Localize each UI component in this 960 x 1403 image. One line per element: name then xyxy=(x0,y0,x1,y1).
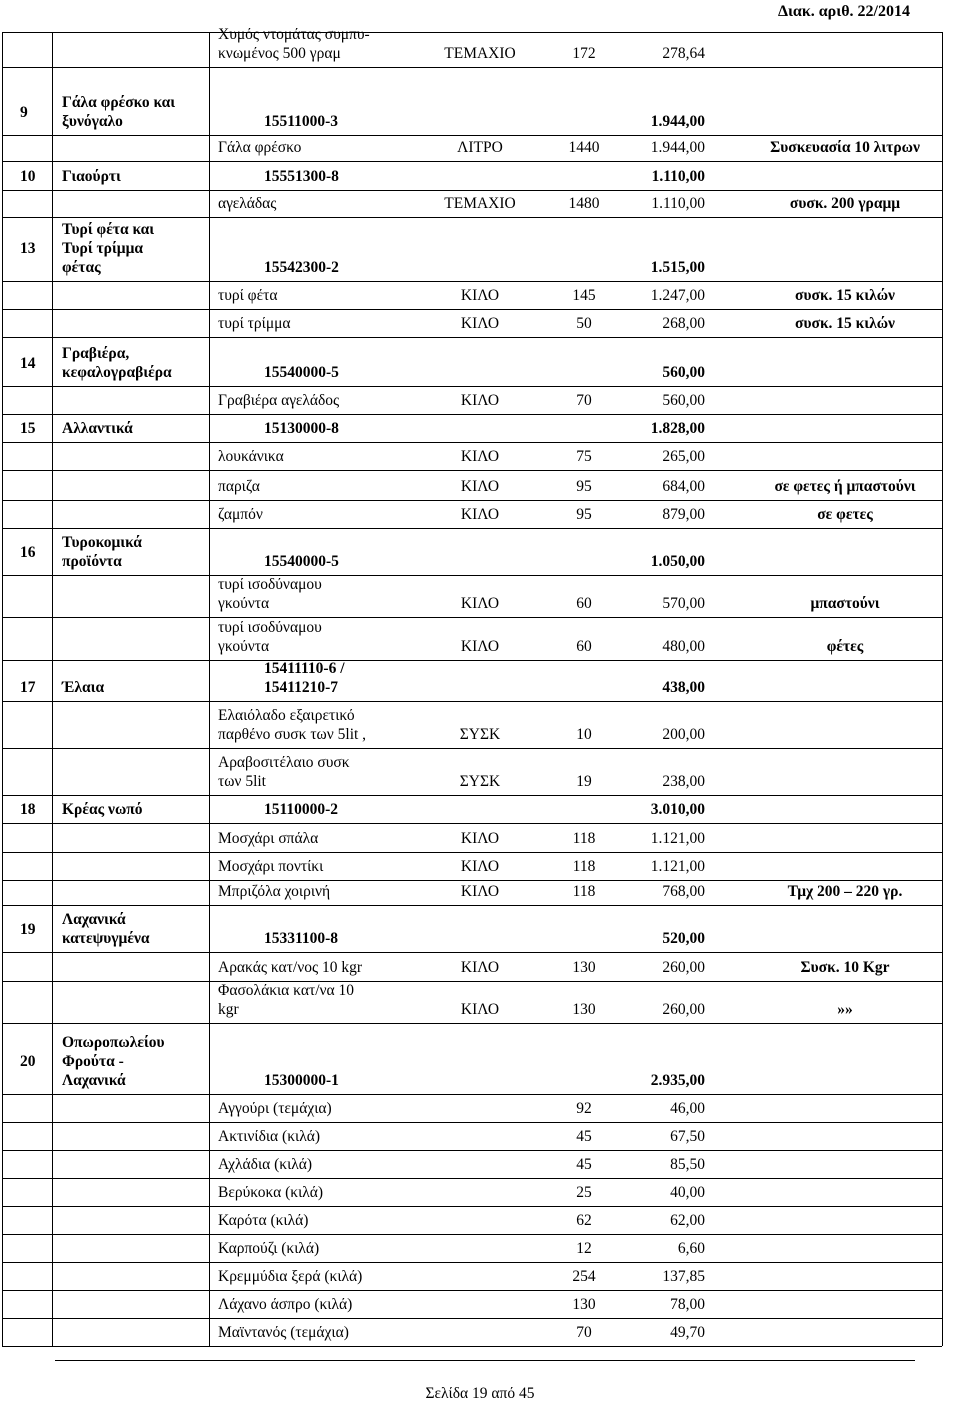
item-unit: ΚΙΛΟ xyxy=(460,315,500,332)
row-divider xyxy=(2,190,942,191)
item-quantity: 92 xyxy=(576,1100,592,1117)
category-number: 14 xyxy=(20,355,36,372)
item-unit: ΣΥΣΚ xyxy=(459,726,501,743)
item-unit: ΛΙΤΡΟ xyxy=(457,139,503,156)
row-divider xyxy=(2,617,942,618)
category-name: Γιαούρτι xyxy=(62,168,121,185)
item-price: 278,64 xyxy=(662,45,705,62)
item-quantity: 50 xyxy=(576,315,592,332)
cpv-code: 15331100-8 xyxy=(264,930,339,947)
item-price: 200,00 xyxy=(662,726,705,743)
row-divider xyxy=(2,701,942,702)
item-unit: ΚΙΛΟ xyxy=(460,448,500,465)
item-price: 1.944,00 xyxy=(650,139,705,156)
item-note: σε φετες xyxy=(817,506,873,523)
category-number: 16 xyxy=(20,544,36,561)
row-divider xyxy=(2,952,942,953)
item-description: Αρακάς κατ/νος 10 kgr xyxy=(218,959,362,976)
item-unit: ΚΙΛΟ xyxy=(460,959,500,976)
item-description-line-2: παρθένο συσκ των 5lit , xyxy=(218,726,367,743)
item-quantity: 45 xyxy=(576,1128,592,1145)
item-description-line-2: γκούντα xyxy=(218,638,270,655)
item-description: Λάχανο άσπρο (κιλά) xyxy=(218,1296,353,1313)
item-price: 1.121,00 xyxy=(650,858,705,875)
item-quantity: 130 xyxy=(572,959,596,976)
item-unit: ΚΙΛΟ xyxy=(460,392,500,409)
item-note: Τμχ 200 – 220 γρ. xyxy=(787,883,903,900)
item-quantity: 1440 xyxy=(568,139,600,156)
item-description-line-2: γκούντα xyxy=(218,595,270,612)
item-description: Καρπούζι (κιλά) xyxy=(218,1240,320,1257)
category-name: Γραβιέρα, xyxy=(62,345,130,362)
row-divider xyxy=(2,1094,942,1095)
item-description: Γραβιέρα αγελάδος xyxy=(218,392,340,409)
category-name-line-2: κατεψυγμένα xyxy=(62,930,150,947)
category-name-line-2: Τυρί τρίμμα xyxy=(62,240,144,257)
table-bottom-border xyxy=(2,1346,942,1347)
row-divider xyxy=(2,823,942,824)
item-note: συσκ. 15 κιλών xyxy=(795,315,895,332)
item-price: 67,50 xyxy=(670,1128,705,1145)
row-divider xyxy=(2,442,942,443)
cpv-code: 15130000-8 xyxy=(264,420,339,437)
cpv-code: 15411110-6 / xyxy=(264,660,345,677)
item-description: τυρί ισοδύναμου xyxy=(218,576,322,593)
category-number: 18 xyxy=(20,801,36,818)
category-number: 9 xyxy=(20,104,28,121)
item-price: 260,00 xyxy=(662,1001,705,1018)
item-unit: ΚΙΛΟ xyxy=(460,478,500,495)
item-quantity: 45 xyxy=(576,1156,592,1173)
item-description: Μοσχάρι ποντίκι xyxy=(218,858,324,875)
item-quantity: 10 xyxy=(576,726,592,743)
row-divider xyxy=(2,386,942,387)
item-description: Μοσχάρι σπάλα xyxy=(218,830,319,847)
cpv-code: 15551300-8 xyxy=(264,168,339,185)
item-description: τυρί ισοδύναμου xyxy=(218,619,322,636)
row-divider xyxy=(2,880,942,881)
category-total: 1.050,00 xyxy=(650,553,705,570)
row-divider xyxy=(2,852,942,853)
item-price: 78,00 xyxy=(670,1296,705,1313)
row-divider xyxy=(2,528,942,529)
cpv-code: 15110000-2 xyxy=(264,801,339,818)
item-note: Συσκ. 10 Kgr xyxy=(800,959,890,976)
item-price: 560,00 xyxy=(662,392,705,409)
category-name: Αλλαντικά xyxy=(62,420,133,437)
item-quantity: 25 xyxy=(576,1184,592,1201)
row-divider xyxy=(2,748,942,749)
item-quantity: 75 xyxy=(576,448,592,465)
item-price: 879,00 xyxy=(662,506,705,523)
page-number: Σελίδα 19 από 45 xyxy=(425,1385,535,1402)
category-number: 17 xyxy=(20,679,36,696)
item-description: παριζα xyxy=(218,478,260,495)
item-description-line-2: κνωμένος 500 γραμ xyxy=(218,45,341,62)
item-quantity: 62 xyxy=(576,1212,592,1229)
category-name-line-2: ξυνόγαλο xyxy=(62,113,123,130)
cpv-code: 15542300-2 xyxy=(264,259,339,276)
item-price: 6,60 xyxy=(677,1240,705,1257)
item-note: σε φετες ή μπαστούνι xyxy=(774,478,916,495)
item-quantity: 118 xyxy=(572,883,596,900)
row-divider xyxy=(2,470,942,471)
item-quantity: 118 xyxy=(572,858,596,875)
category-total: 1.515,00 xyxy=(650,259,705,276)
item-price: 238,00 xyxy=(662,773,705,790)
item-note: συσκ. 15 κιλών xyxy=(795,287,895,304)
category-column-divider xyxy=(209,32,210,1346)
item-note: μπαστούνι xyxy=(810,595,880,612)
item-price: 268,00 xyxy=(662,315,705,332)
item-note: φέτες xyxy=(826,638,864,655)
row-divider xyxy=(2,981,942,982)
cpv-code: 15540000-5 xyxy=(264,364,339,381)
item-description: Αραβοσιτέλαιο συσκ xyxy=(218,754,350,771)
item-quantity: 172 xyxy=(572,45,596,62)
row-divider xyxy=(2,1122,942,1123)
category-total: 2.935,00 xyxy=(650,1072,705,1089)
item-description: Μαϊντανός (τεμάχια) xyxy=(218,1324,349,1341)
category-name-line-2: Φρούτα - xyxy=(62,1053,124,1070)
category-number: 20 xyxy=(20,1053,36,1070)
item-description: Χυμός ντομάτας συμπυ- xyxy=(218,26,370,43)
category-number: 10 xyxy=(20,168,36,185)
item-quantity: 12 xyxy=(576,1240,592,1257)
category-total: 3.010,00 xyxy=(650,801,705,818)
number-column-divider xyxy=(52,32,53,1346)
category-name-line-3: Λαχανικά xyxy=(62,1072,126,1089)
item-unit: ΚΙΛΟ xyxy=(460,287,500,304)
category-total: 1.944,00 xyxy=(650,113,705,130)
category-total: 1.828,00 xyxy=(650,420,705,437)
item-price: 62,00 xyxy=(670,1212,705,1229)
item-price: 260,00 xyxy=(662,959,705,976)
table-left-border xyxy=(2,32,3,1346)
row-divider xyxy=(2,281,942,282)
item-unit: ΚΙΛΟ xyxy=(460,883,500,900)
row-divider xyxy=(2,1206,942,1207)
item-price: 684,00 xyxy=(662,478,705,495)
item-description: τυρί φέτα xyxy=(218,287,278,304)
category-name-line-2: προϊόντα xyxy=(62,553,122,570)
item-unit: ΚΙΛΟ xyxy=(460,1001,500,1018)
category-number: 15 xyxy=(20,420,36,437)
item-description: Ακτινίδια (κιλά) xyxy=(218,1128,320,1145)
item-quantity: 145 xyxy=(572,287,596,304)
item-price: 480,00 xyxy=(662,638,705,655)
row-divider xyxy=(2,309,942,310)
cpv-code-line-2: 15411210-7 xyxy=(264,679,339,696)
item-description: αγελάδας xyxy=(218,195,277,212)
category-number: 19 xyxy=(20,921,36,938)
item-description: Μπριζόλα χοιρινή xyxy=(218,883,331,900)
item-price: 768,00 xyxy=(662,883,705,900)
row-divider xyxy=(2,67,942,68)
item-note: »» xyxy=(837,1001,853,1018)
item-price: 265,00 xyxy=(662,448,705,465)
item-quantity: 130 xyxy=(572,1296,596,1313)
item-description: Κρεμμύδια ξερά (κιλά) xyxy=(218,1268,363,1285)
item-quantity: 130 xyxy=(572,1001,596,1018)
document-reference: Διακ. αριθ. 22/2014 xyxy=(777,3,910,20)
item-price: 1.247,00 xyxy=(650,287,705,304)
item-unit: ΚΙΛΟ xyxy=(460,506,500,523)
row-divider xyxy=(2,414,942,415)
category-name: Κρέας νωπό xyxy=(62,801,143,818)
category-name: Έλαια xyxy=(62,679,105,696)
category-total: 1.110,00 xyxy=(651,168,705,185)
item-quantity: 60 xyxy=(576,595,592,612)
category-name: Γάλα φρέσκο και xyxy=(62,94,176,111)
row-divider xyxy=(2,575,942,576)
item-quantity: 95 xyxy=(576,506,592,523)
row-divider xyxy=(2,135,942,136)
item-quantity: 118 xyxy=(572,830,596,847)
cpv-code: 15540000-5 xyxy=(264,553,339,570)
category-total: 560,00 xyxy=(662,364,705,381)
item-unit: ΣΥΣΚ xyxy=(459,773,501,790)
item-unit: ΤΕΜΑΧΙΟ xyxy=(444,45,516,62)
category-name: Οπωροπωλείου xyxy=(62,1034,165,1051)
item-unit: ΚΙΛΟ xyxy=(460,830,500,847)
item-price: 1.121,00 xyxy=(650,830,705,847)
item-quantity: 254 xyxy=(572,1268,596,1285)
category-total: 520,00 xyxy=(662,930,705,947)
row-divider xyxy=(2,660,942,661)
row-divider xyxy=(2,1023,942,1024)
category-name-line-3: φέτας xyxy=(62,259,101,276)
row-divider xyxy=(2,1318,942,1319)
item-unit: ΚΙΛΟ xyxy=(460,858,500,875)
item-unit: ΤΕΜΑΧΙΟ xyxy=(444,195,516,212)
item-description: Αχλάδια (κιλά) xyxy=(218,1156,313,1173)
item-description: λουκάνικα xyxy=(218,448,284,465)
item-price: 570,00 xyxy=(662,595,705,612)
row-divider xyxy=(2,217,942,218)
item-quantity: 70 xyxy=(576,392,592,409)
item-quantity: 70 xyxy=(576,1324,592,1341)
item-note: Συσκευασία 10 λιτρων xyxy=(770,139,920,156)
cpv-code: 15511000-3 xyxy=(264,113,339,130)
item-note: συσκ. 200 γραμμ xyxy=(789,195,901,212)
item-unit: ΚΙΛΟ xyxy=(460,595,500,612)
row-divider xyxy=(2,1262,942,1263)
cpv-code: 15300000-1 xyxy=(264,1072,339,1089)
item-description: Αγγούρι (τεμάχια) xyxy=(218,1100,332,1117)
item-quantity: 60 xyxy=(576,638,592,655)
row-divider xyxy=(2,905,942,906)
item-description-line-2: των 5lit xyxy=(218,773,266,790)
row-divider xyxy=(2,795,942,796)
category-name: Τυροκομικά xyxy=(62,534,142,551)
row-divider xyxy=(2,1234,942,1235)
item-description: ζαμπόν xyxy=(218,506,263,523)
item-quantity: 19 xyxy=(576,773,592,790)
item-price: 46,00 xyxy=(670,1100,705,1117)
category-name: Τυρί φέτα και xyxy=(62,221,155,238)
item-price: 1.110,00 xyxy=(651,195,705,212)
item-description: τυρί τρίμμα xyxy=(218,315,291,332)
item-description: Γάλα φρέσκο xyxy=(218,139,302,156)
row-divider xyxy=(2,1290,942,1291)
row-divider xyxy=(2,1150,942,1151)
category-total: 438,00 xyxy=(662,679,705,696)
item-quantity: 1480 xyxy=(568,195,600,212)
item-price: 137,85 xyxy=(662,1268,705,1285)
row-divider xyxy=(2,337,942,338)
category-name-line-2: κεφαλογραβιέρα xyxy=(62,364,172,381)
row-divider xyxy=(2,1178,942,1179)
item-unit: ΚΙΛΟ xyxy=(460,638,500,655)
category-number: 13 xyxy=(20,240,36,257)
item-description: Βερύκοκα (κιλά) xyxy=(218,1184,324,1201)
item-quantity: 95 xyxy=(576,478,592,495)
item-description: Ελαιόλαδο εξαιρετικό xyxy=(218,707,355,724)
table-right-border xyxy=(942,32,943,1346)
item-description: Φασολάκια κατ/να 10 xyxy=(218,982,355,999)
category-name: Λαχανικά xyxy=(62,911,126,928)
item-description-line-2: kgr xyxy=(218,1001,239,1018)
row-divider xyxy=(2,32,942,33)
item-price: 49,70 xyxy=(670,1324,705,1341)
row-divider xyxy=(2,161,942,162)
footer-rule xyxy=(55,1360,915,1361)
item-price: 40,00 xyxy=(670,1184,705,1201)
row-divider xyxy=(2,500,942,501)
item-price: 85,50 xyxy=(670,1156,705,1173)
item-description: Καρότα (κιλά) xyxy=(218,1212,309,1229)
